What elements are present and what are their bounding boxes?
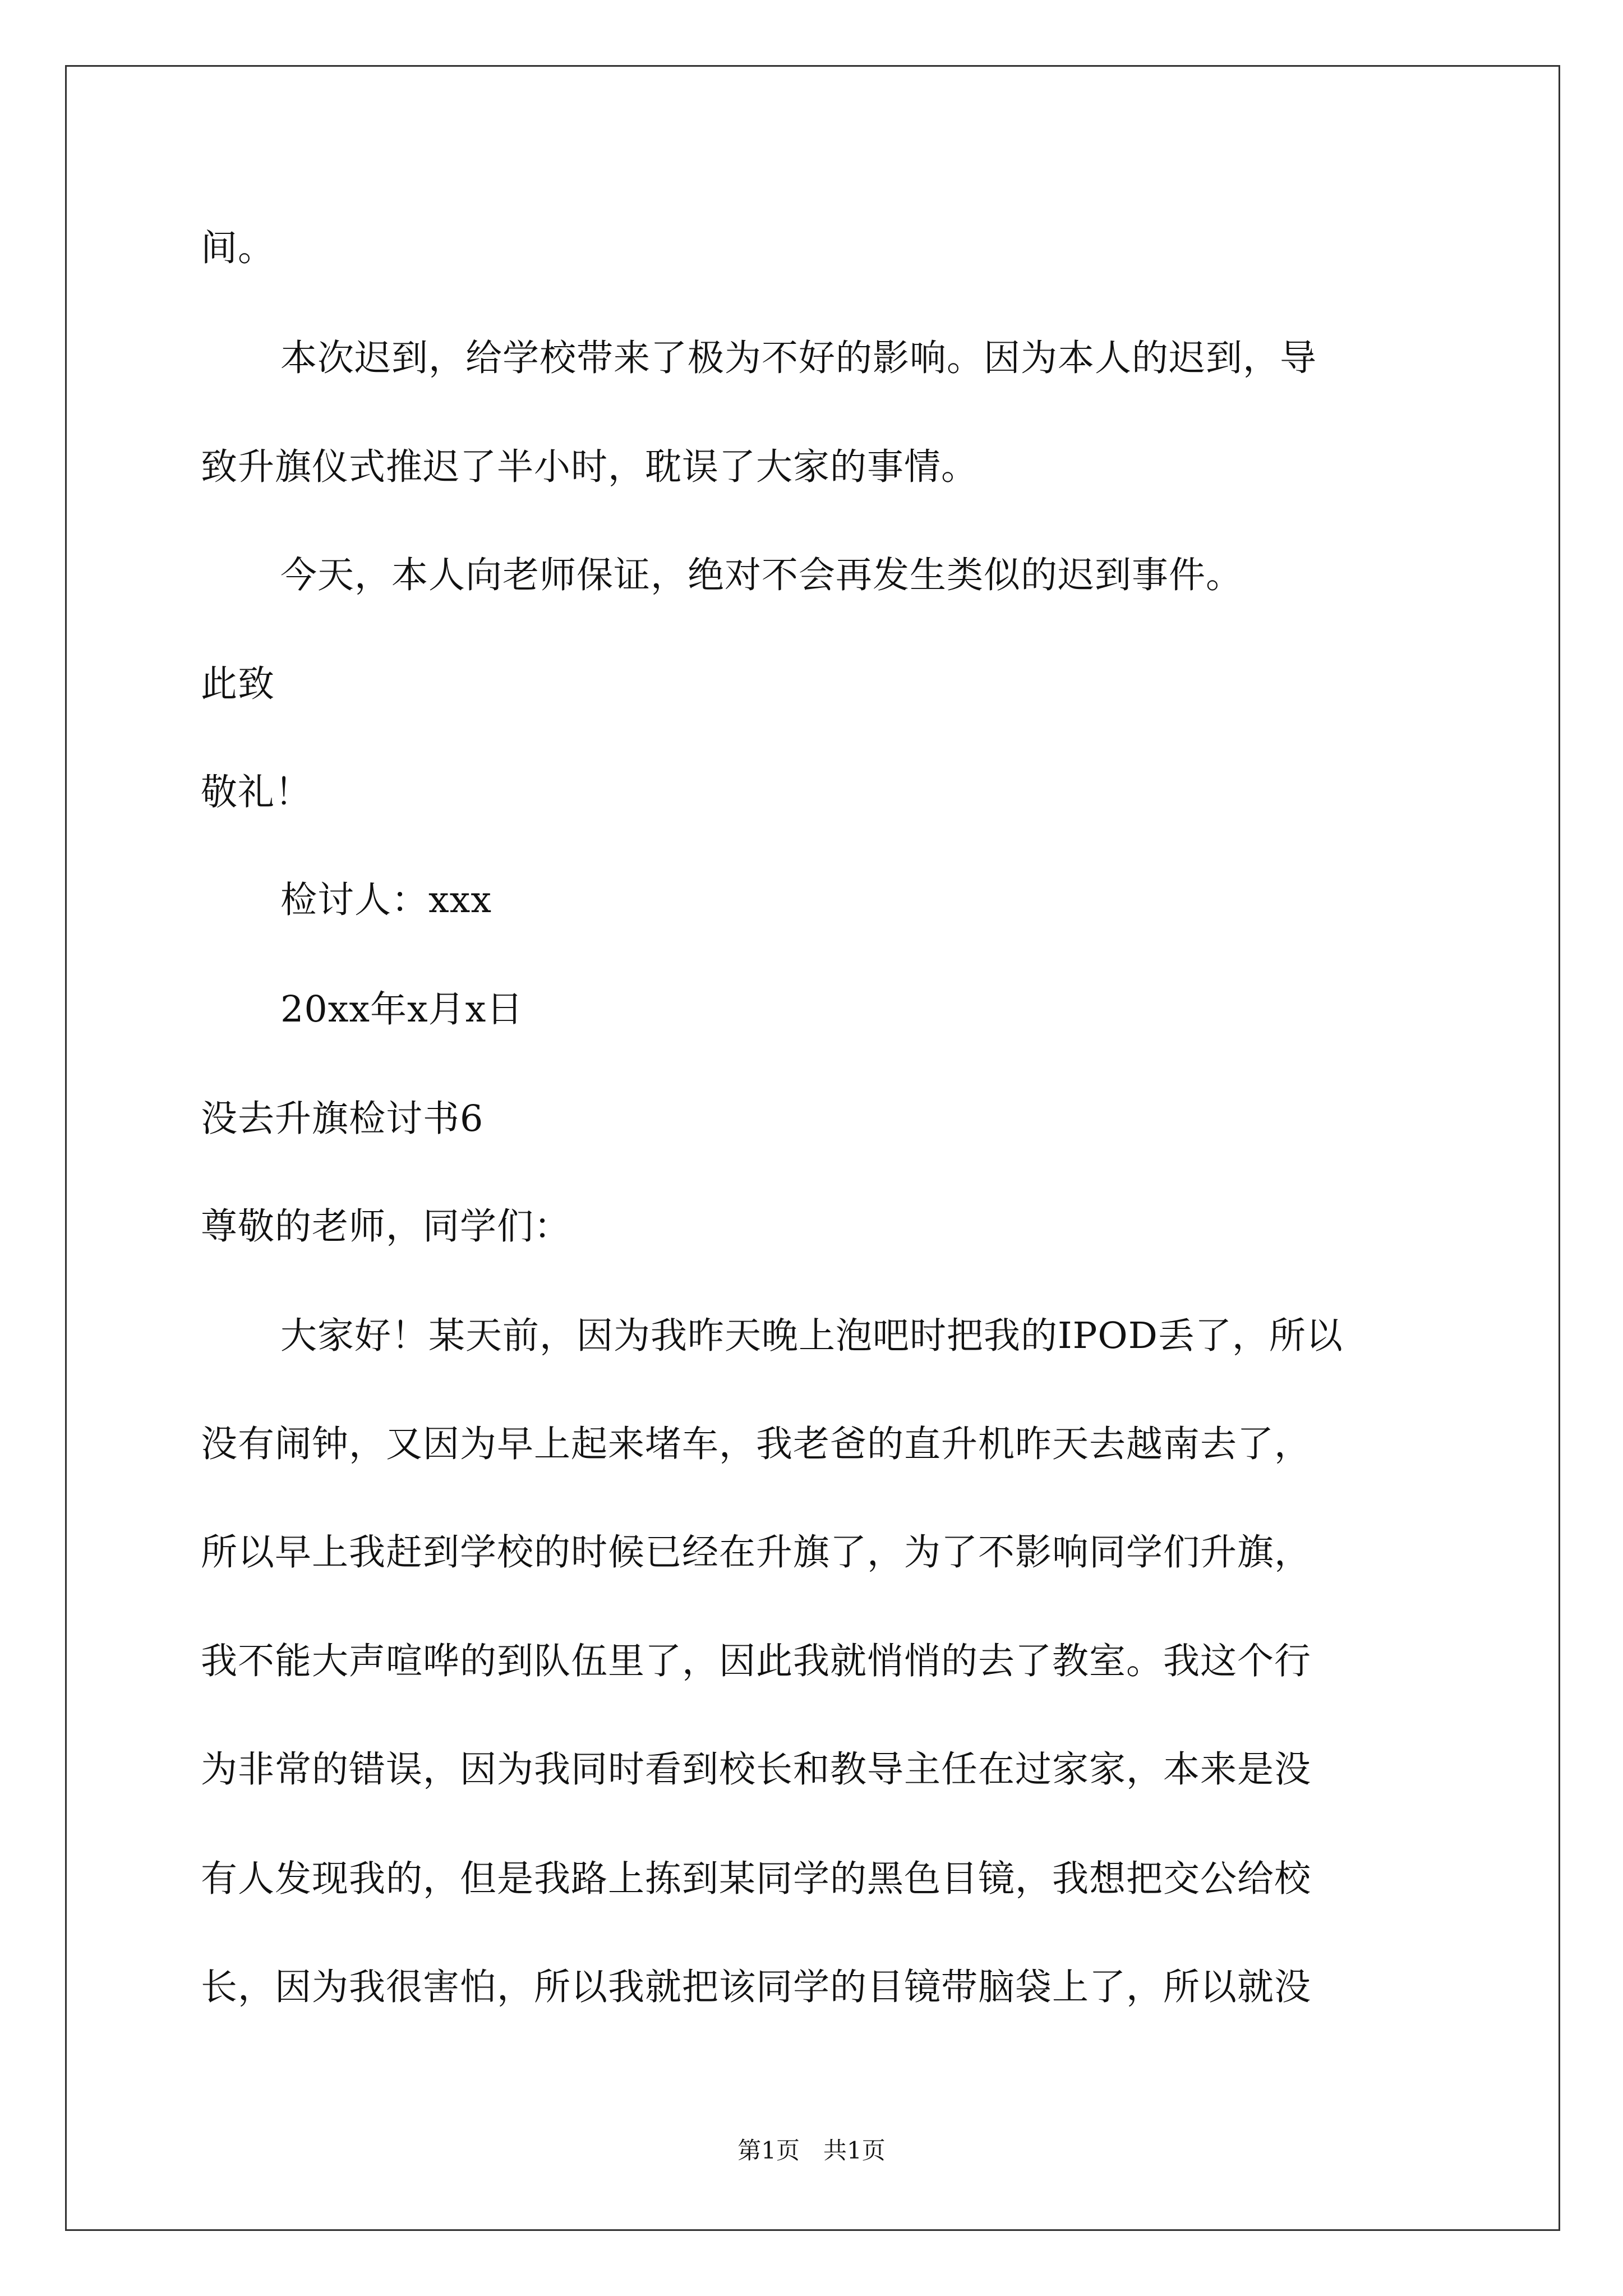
body-line-11: 长，因为我很害怕，所以我就把该同学的目镜带脑袋上了，所以就没 bbox=[201, 1966, 1312, 2008]
closing-salutation-2: 敬礼！ bbox=[201, 771, 312, 813]
body-line-9: 为非常的错误，因为我同时看到校长和教导主任在过家家，本来是没 bbox=[201, 1749, 1312, 1791]
body-line-2: 本次迟到，给学校带来了极为不好的影响。因为本人的迟到，导 bbox=[280, 337, 1317, 379]
body-line-5: 大家好！某天前，因为我昨天晚上泡吧时把我的IPOD丢了，所以 bbox=[280, 1315, 1343, 1357]
body-line-4: 今天，本人向老师保证，绝对不会再发生类似的迟到事件。 bbox=[280, 554, 1243, 596]
page-border bbox=[65, 65, 1560, 2231]
page-footer: 第1页 共1页 bbox=[737, 2137, 886, 2164]
closing-salutation-1: 此致 bbox=[201, 663, 275, 705]
signature-line: 检讨人：xxx bbox=[280, 879, 492, 921]
date-line: 20xx年x月x日 bbox=[280, 988, 524, 1030]
body-line-8: 我不能大声喧哗的到队伍里了，因此我就悄悄的去了教室。我这个行 bbox=[201, 1640, 1312, 1682]
body-line-7: 所以早上我赶到学校的时候已经在升旗了，为了不影响同学们升旗， bbox=[201, 1531, 1312, 1573]
body-line-6: 没有闹钟，又因为早上起来堵车，我老爸的直升机昨天去越南去了， bbox=[201, 1423, 1312, 1465]
body-line-10: 有人发现我的，但是我路上拣到某同学的黑色目镜，我想把交公给校 bbox=[201, 1858, 1312, 1900]
section-title: 没去升旗检讨书6 bbox=[201, 1098, 484, 1140]
body-line-1: 间。 bbox=[201, 227, 275, 269]
greeting-line: 尊敬的老师，同学们： bbox=[201, 1205, 571, 1248]
body-line-3: 致升旗仪式推迟了半小时，耽误了大家的事情。 bbox=[201, 446, 979, 488]
